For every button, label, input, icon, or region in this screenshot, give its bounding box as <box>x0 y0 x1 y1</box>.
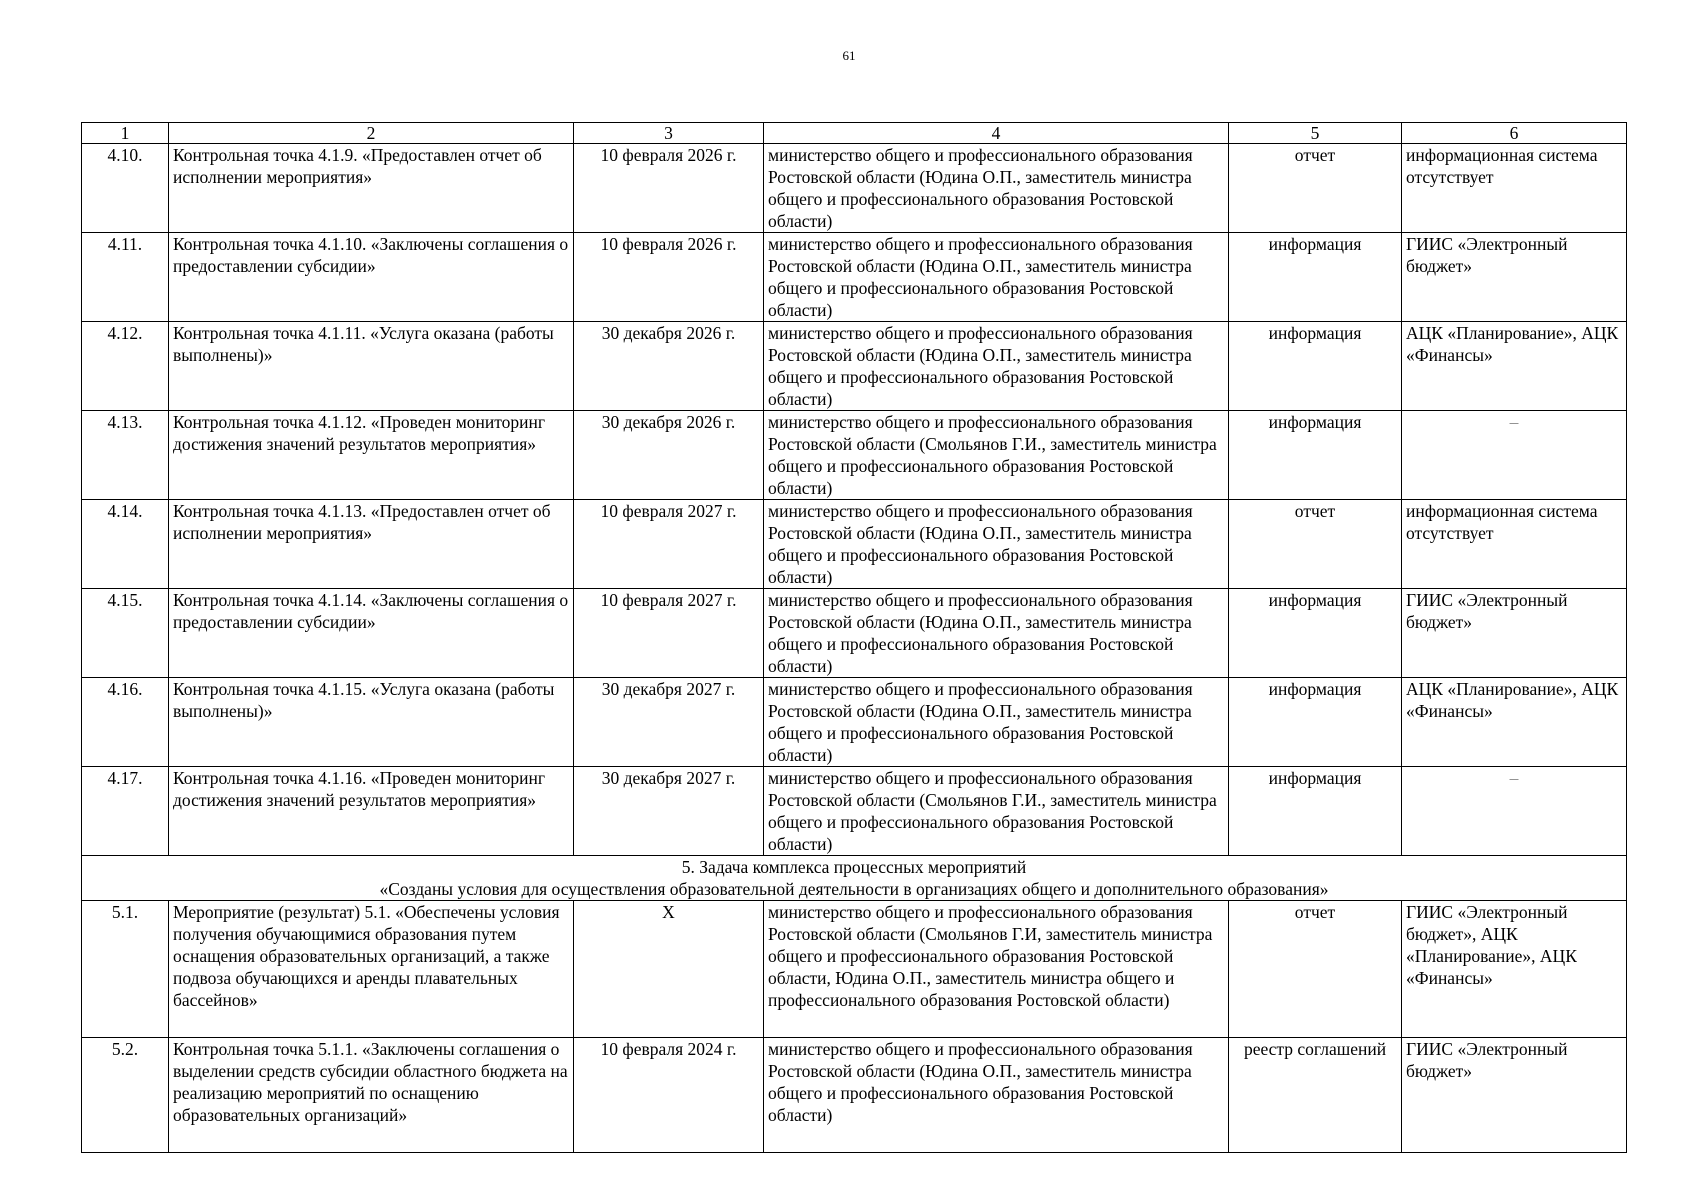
section-title: 5. Задача комплекса процессных мероприятий <box>681 857 1027 877</box>
row-deadline: Х <box>574 901 764 1038</box>
row-number: 5.2. <box>82 1038 169 1153</box>
row-deadline: 30 декабря 2026 г. <box>574 322 764 411</box>
row-info-system: – <box>1402 411 1627 500</box>
row-deadline: 10 февраля 2026 г. <box>574 233 764 322</box>
row-deadline: 10 февраля 2027 г. <box>574 589 764 678</box>
table-row <box>82 322 1627 411</box>
row-document: отчет <box>1229 500 1402 589</box>
row-responsible: министерство общего и профессионального образования Ростовской области (Смольянов Г.И., заместитель министра общего и профессионального образования Ростовской области) <box>764 411 1229 500</box>
row-document: отчет <box>1229 144 1402 233</box>
row-info-system: АЦК «Планирование», АЦК «Финансы» <box>1402 678 1627 767</box>
row-number: 4.10. <box>82 144 169 233</box>
table-row <box>82 901 1627 1038</box>
row-info-system: ГИИС «Электронный бюджет» <box>1402 1038 1627 1153</box>
page-number: 61 <box>842 48 856 63</box>
row-info-system: АЦК «Планирование», АЦК «Финансы» <box>1402 322 1627 411</box>
row-info-system: ГИИС «Электронный бюджет», АЦК «Планирование», АЦК «Финансы» <box>1402 901 1627 1038</box>
table-row <box>82 1038 1627 1153</box>
row-responsible: министерство общего и профессионального образования Ростовской области (Юдина О.П., заместитель министра общего и профессионального образования Ростовской области) <box>764 1038 1229 1153</box>
table-row <box>82 144 1627 233</box>
row-document: информация <box>1229 322 1402 411</box>
row-number: 4.17. <box>82 767 169 856</box>
row-info-system: информационная система отсутствует <box>1402 144 1627 233</box>
row-info-system: – <box>1402 767 1627 856</box>
row-responsible: министерство общего и профессионального образования Ростовской области (Юдина О.П., заместитель министра общего и профессионального образования Ростовской области) <box>764 233 1229 322</box>
row-info-system: ГИИС «Электронный бюджет» <box>1402 233 1627 322</box>
row-responsible: министерство общего и профессионального образования Ростовской области (Юдина О.П., заместитель министра общего и профессионального образования Ростовской области) <box>764 144 1229 233</box>
row-number: 4.14. <box>82 500 169 589</box>
section-header-row <box>82 856 1627 901</box>
section-header <box>82 856 1627 901</box>
row-deadline: 10 февраля 2027 г. <box>574 500 764 589</box>
row-responsible: министерство общего и профессионального образования Ростовской области (Юдина О.П., заместитель министра общего и профессионального образования Ростовской области) <box>764 678 1229 767</box>
row-document: информация <box>1229 767 1402 856</box>
table-row <box>82 767 1627 856</box>
row-number: 4.12. <box>82 322 169 411</box>
row-name: Контрольная точка 4.1.14. «Заключены соглашения о предоставлении субсидии» <box>169 589 574 678</box>
control-points-table <box>81 122 1627 1153</box>
table-row <box>82 678 1627 767</box>
row-document: информация <box>1229 233 1402 322</box>
row-name: Контрольная точка 4.1.12. «Проведен мониторинг достижения значений результатов мероприятия» <box>169 411 574 500</box>
row-name: Контрольная точка 4.1.10. «Заключены соглашения о предоставлении субсидии» <box>169 233 574 322</box>
column-number: 4 <box>764 123 1229 144</box>
column-number: 6 <box>1402 123 1627 144</box>
column-number: 1 <box>82 123 169 144</box>
row-deadline: 10 февраля 2026 г. <box>574 144 764 233</box>
row-name: Контрольная точка 4.1.9. «Предоставлен отчет об исполнении мероприятия» <box>169 144 574 233</box>
row-document: отчет <box>1229 901 1402 1038</box>
row-document: информация <box>1229 411 1402 500</box>
row-number: 4.15. <box>82 589 169 678</box>
row-name: Контрольная точка 4.1.11. «Услуга оказана (работы выполнены)» <box>169 322 574 411</box>
column-number: 2 <box>169 123 574 144</box>
row-name: Контрольная точка 4.1.13. «Предоставлен отчет об исполнении мероприятия» <box>169 500 574 589</box>
row-responsible: министерство общего и профессионального образования Ростовской области (Юдина О.П., заместитель министра общего и профессионального образования Ростовской области) <box>764 322 1229 411</box>
table-row <box>82 589 1627 678</box>
row-deadline: 10 февраля 2024 г. <box>574 1038 764 1153</box>
row-responsible: министерство общего и профессионального образования Ростовской области (Юдина О.П., заместитель министра общего и профессионального образования Ростовской области) <box>764 500 1229 589</box>
row-deadline: 30 декабря 2027 г. <box>574 767 764 856</box>
row-deadline: 30 декабря 2027 г. <box>574 678 764 767</box>
row-name: Мероприятие (результат) 5.1. «Обеспечены условия получения обучающимися образования путем оснащения образовательных организаций, а также подвоза обучающихся и аренды плавательных бассейнов» <box>169 901 574 1038</box>
row-document: информация <box>1229 678 1402 767</box>
row-number: 4.11. <box>82 233 169 322</box>
column-number: 3 <box>574 123 764 144</box>
row-info-system: информационная система отсутствует <box>1402 500 1627 589</box>
row-document: реестр соглашений <box>1229 1038 1402 1153</box>
table-row <box>82 411 1627 500</box>
row-deadline: 30 декабря 2026 г. <box>574 411 764 500</box>
table-row <box>82 233 1627 322</box>
table-row <box>82 500 1627 589</box>
row-name: Контрольная точка 4.1.15. «Услуга оказана (работы выполнены)» <box>169 678 574 767</box>
row-responsible: министерство общего и профессионального образования Ростовской области (Смольянов Г.И., заместитель министра общего и профессионального образования Ростовской области) <box>764 767 1229 856</box>
row-number: 4.13. <box>82 411 169 500</box>
row-number: 4.16. <box>82 678 169 767</box>
row-info-system: ГИИС «Электронный бюджет» <box>1402 589 1627 678</box>
row-responsible: министерство общего и профессионального образования Ростовской области (Юдина О.П., заместитель министра общего и профессионального образования Ростовской области) <box>764 589 1229 678</box>
row-responsible: министерство общего и профессионального образования Ростовской области (Смольянов Г.И, заместитель министра общего и профессионального образования Ростовской области, Юдина О.П., заместитель министра общего и профессионального образования Ростовской области) <box>764 901 1229 1038</box>
column-number-row <box>82 123 1627 144</box>
row-name: Контрольная точка 5.1.1. «Заключены соглашения о выделении средств субсидии областного бюджета на реализацию мероприятий по оснащению образовательных организаций» <box>169 1038 574 1153</box>
row-name: Контрольная точка 4.1.16. «Проведен мониторинг достижения значений результатов мероприятия» <box>169 767 574 856</box>
section-subtitle: «Созданы условия для осуществления образовательной деятельности в организациях общего и дополнительного образования» <box>379 879 1329 899</box>
row-number: 5.1. <box>82 901 169 1038</box>
row-document: информация <box>1229 589 1402 678</box>
column-number: 5 <box>1229 123 1402 144</box>
